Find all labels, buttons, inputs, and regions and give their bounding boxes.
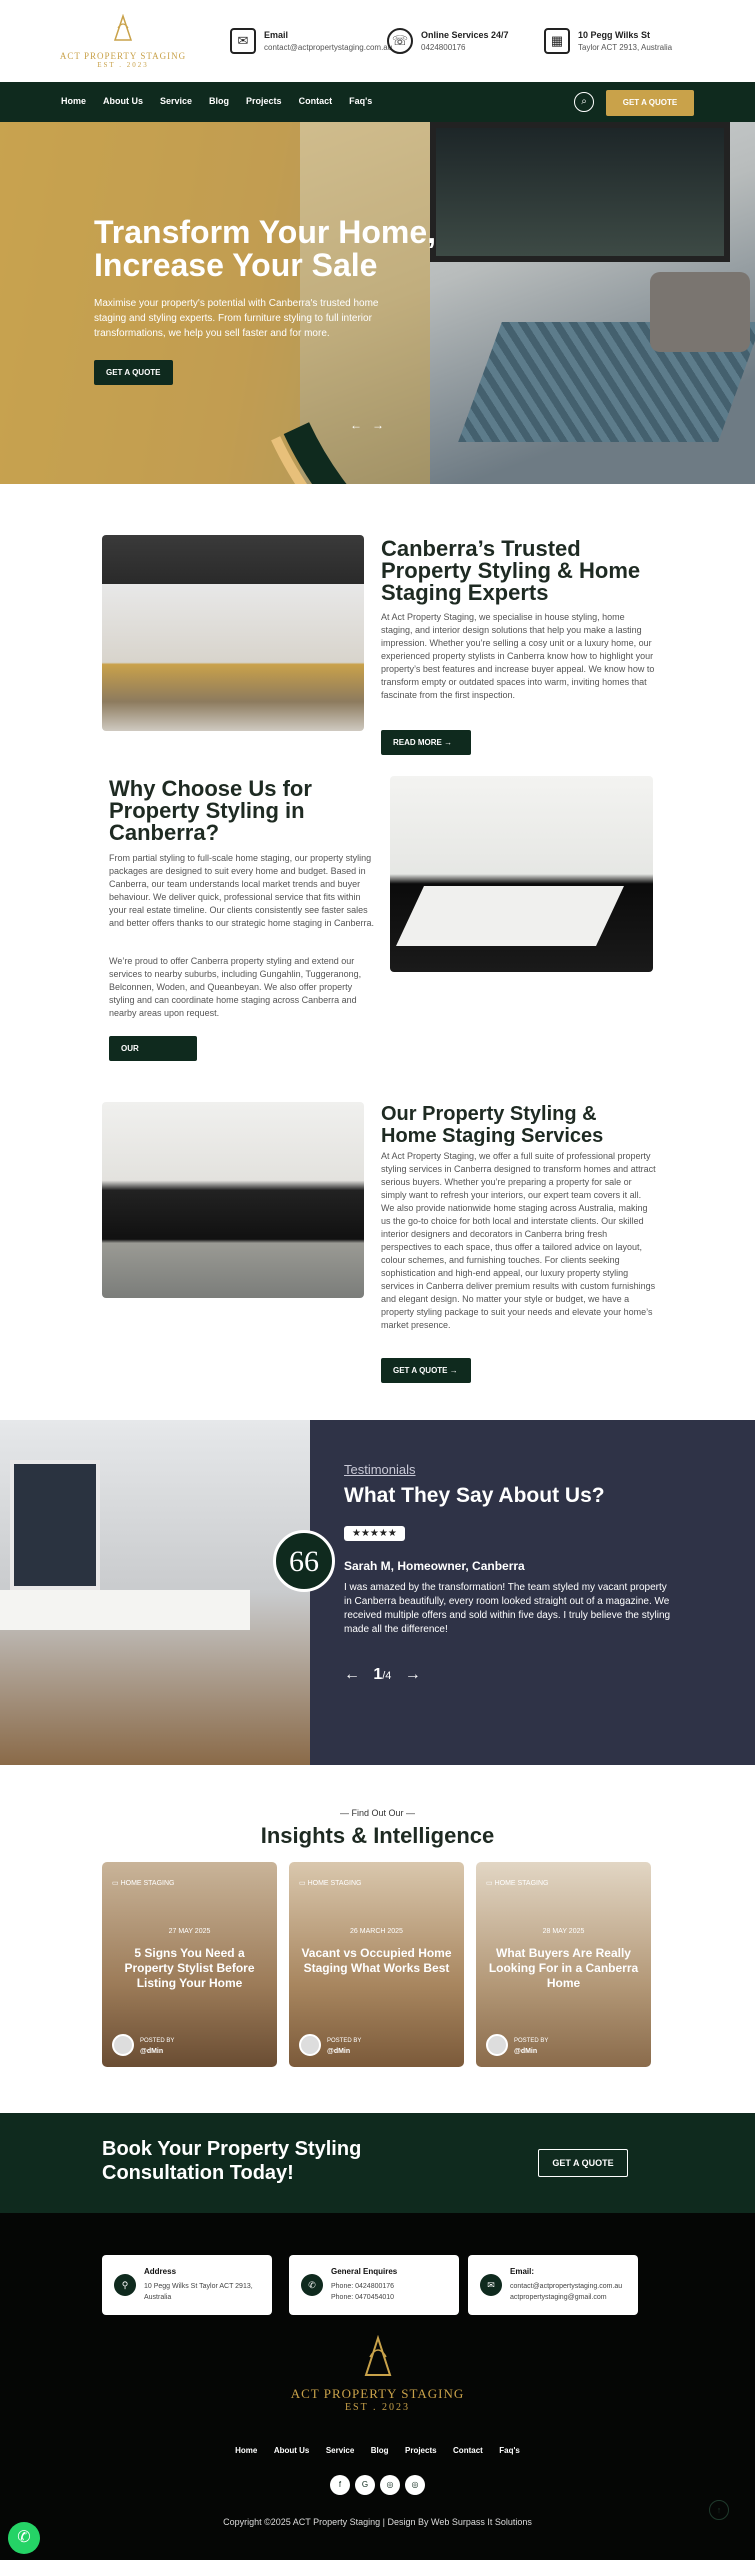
nav-blog[interactable]: Blog — [209, 96, 230, 106]
header-email[interactable] — [230, 28, 392, 54]
footer-address-card — [102, 2255, 272, 2315]
hero-quote-button[interactable]: GET A QUOTE — [94, 360, 173, 385]
site-logo[interactable] — [58, 14, 188, 69]
prev-arrow-icon[interactable]: ← — [350, 418, 362, 432]
why-title: Why Choose Us for Property Styling in Canberra? — [109, 776, 312, 845]
main-nav — [0, 82, 755, 122]
kitchen-cabinet — [10, 1460, 100, 1590]
read-more-button[interactable] — [381, 730, 471, 755]
footer-nav-service[interactable]: Service — [325, 2446, 355, 2455]
blog-kicker: — Find Out Our — — [339, 1808, 416, 1818]
phone-label: Online Services 24/7 — [421, 30, 509, 40]
logo-emblem-icon — [110, 14, 136, 44]
hero-title: Transform Your Home, Increase Your Sale — [94, 214, 436, 283]
testimonials-panel — [310, 1420, 755, 1765]
blog-card-title[interactable]: 5 Signs You Need a Property Stylist Before Listing Your Home — [124, 1946, 255, 1990]
nav-contact[interactable]: Contact — [298, 96, 333, 106]
email-label: Email — [264, 30, 289, 40]
instagram-icon[interactable]: ◎ — [380, 2475, 400, 2495]
arrow-right-icon: → — [449, 1366, 458, 1375]
footer-nav-contact[interactable]: Contact — [453, 2446, 483, 2455]
footer-address-value: 10 Pegg Wilks St Taylor ACT 2913, Australia — [144, 2283, 253, 2301]
about-title: Canberra’s Trusted Property Styling & Home Staging Experts — [381, 536, 641, 605]
footer-enquiry-label: General Enquires — [331, 2267, 398, 2276]
testimonial-author: Sarah M, Homeowner, Canberra — [344, 1559, 525, 1573]
blog-kicker-text: Find Out Our — [351, 1808, 404, 1818]
footer-logo-est: EST . 2023 — [344, 2402, 411, 2413]
author-name: @dMin — [514, 2048, 538, 2055]
pinterest-icon[interactable]: ◎ — [405, 2475, 425, 2495]
footer-logo[interactable] — [0, 2335, 755, 2413]
nav-projects[interactable]: Projects — [246, 96, 282, 106]
testimonials-section — [0, 1420, 755, 1765]
prev-arrow-icon[interactable]: ← — [344, 1666, 360, 1683]
scroll-top-icon[interactable]: ↑ — [709, 2500, 729, 2520]
arrow-right-icon: → — [444, 738, 453, 747]
footer-nav-faqs[interactable]: Faq's — [499, 2446, 520, 2455]
social-links — [330, 2475, 425, 2495]
nav-home[interactable]: Home — [61, 96, 87, 106]
footer-phone-2[interactable]: Phone: 0470454010 — [331, 2294, 395, 2301]
envelope-icon: ✉ — [230, 28, 256, 54]
next-arrow-icon[interactable]: → — [404, 1666, 421, 1683]
footer-nav — [0, 2440, 755, 2458]
pager-current: 1 — [373, 1666, 383, 1683]
author-name: @dMin — [140, 2048, 164, 2055]
blog-date: 26 MARCH 2025 — [350, 1928, 403, 1935]
testimonials-title: What They Say About Us? — [344, 1484, 605, 1507]
blog-title: Insights & Intelligence — [260, 1823, 495, 1848]
blog-card-title[interactable]: Vacant vs Occupied Home Staging What Works Best — [301, 1946, 452, 1975]
cta-banner — [0, 2113, 755, 2213]
arrow-right-icon: → — [169, 1069, 178, 1078]
search-icon[interactable]: ⌕ — [574, 92, 594, 112]
footer-nav-projects[interactable]: Projects — [405, 2446, 437, 2455]
footer-email-card — [468, 2255, 638, 2315]
header-address — [544, 28, 672, 54]
next-arrow-icon[interactable]: → — [372, 418, 385, 432]
footer-enquiry-card — [289, 2255, 459, 2315]
about-text: At Act Property Staging, we specialise in house styling, home staging, and interior design solutions that help you make a lasting impression. Whether you’re selling a cosy unit or a luxury home, our experienced property stylists in Canberra know how to highlight your property’s best features and increase buyer appeal. We know how to transform empty or outdated spaces into warm, inviting homes that fascinate from the first inspection. — [381, 612, 655, 700]
cta-title: Book Your Property Styling Consultation Today! — [102, 2138, 362, 2184]
blog-tag-text: HOME STAGING — [307, 1880, 362, 1887]
blog-card[interactable] — [476, 1862, 651, 2067]
building-icon: ▦ — [544, 28, 570, 54]
pager-total: /4 — [382, 1670, 392, 1682]
blog-date: 27 MAY 2025 — [168, 1928, 211, 1935]
blog-tag: ▭ HOME STAGING — [486, 1880, 549, 1887]
footer-nav-about[interactable]: About Us — [273, 2446, 310, 2455]
nav-service[interactable]: Service — [160, 96, 193, 106]
testimonials-kitchen-image — [0, 1420, 310, 1765]
google-icon[interactable]: G — [355, 2475, 375, 2495]
blog-card[interactable] — [289, 1862, 464, 2067]
facebook-icon[interactable]: f — [330, 2475, 350, 2495]
hero-slider-arrows — [350, 418, 384, 432]
address-value: Taylor ACT 2913, Australia — [578, 43, 673, 52]
quote-icon: 66 — [273, 1530, 335, 1592]
services-text: At Act Property Staging, we offer a full suite of professional property styling services in Canberra designed to transform homes and attract serious buyers. Whether you’re preparing a property for sale or simply want to refresh your interiors, our expert team covers it all. We also provide nationwide home staging across Australia, making us the go-to choice for both local and interstate clients. Our skilled interior designers and decorators in Canberra bring fresh perspectives to each space, thus offer a tailored advice on layout, colour schemes, and furnishing touches. For clients seeking sophistication and high-end appeal, our luxury property styling services in Canberra deliver premium results with custom furnishings and elegant design. No matter your style or budget, we have a property styling package to suit your needs and elevate your home’s market presence. — [381, 1151, 656, 1330]
nav-quote-button[interactable]: GET A QUOTE — [606, 90, 694, 116]
header-phone[interactable] — [387, 28, 509, 54]
location-pin-icon: ⚲ — [114, 2274, 136, 2296]
author-name: @dMin — [327, 2048, 351, 2055]
footer-email-2[interactable]: actpropertystaging@gmail.com — [510, 2294, 607, 2301]
footer-nav-home[interactable]: Home — [235, 2446, 258, 2455]
why-text-2: We’re proud to offer Canberra property styling and extend our services to nearby suburbs, including Gungahlin, Tuggeranong, Belconnen, Woden, and Queanbeyan. We also offer property styling and can coordinate home staging across Canberra and nearby areas upon request. — [109, 956, 362, 1018]
services-image — [102, 1102, 364, 1298]
footer-email-label: Email: — [510, 2267, 535, 2276]
envelope-icon: ✉ — [480, 2274, 502, 2296]
footer-phone-1[interactable]: Phone: 0424800176 — [331, 2283, 395, 2290]
phone-icon: ✆ — [301, 2274, 323, 2296]
copyright: Copyright ©2025 ACT Property Staging | Design By Web Surpass It Solutions — [223, 2517, 532, 2527]
avatar — [112, 2034, 134, 2056]
blog-date: 28 MAY 2025 — [542, 1928, 585, 1935]
phone-24-icon: ☏ — [387, 28, 413, 54]
footer-email-1[interactable]: contact@actpropertystaging.com.au — [510, 2283, 623, 2290]
about-image — [102, 535, 364, 731]
testimonials-kicker: Testimonials — [344, 1462, 416, 1477]
services-quote-label: GET A QUOTE — [393, 1366, 448, 1375]
posted-by-label: POSTED BY — [514, 2038, 549, 2044]
logo-name: ACT PROPERTY STAGING — [59, 51, 187, 61]
email-value[interactable]: contact@actpropertystaging.com.au — [264, 43, 393, 52]
logo-est: EST . 2023 — [97, 61, 149, 69]
services-title: Our Property Styling & Home Staging Services — [381, 1103, 604, 1147]
services-quote-button[interactable] — [381, 1358, 471, 1383]
portfolio-label: OUR PORTFOLIO — [121, 1044, 168, 1078]
testimonial-quote: I was amazed by the transformation! The team styled my vacant property in Canberra beautifully, every room looked straight out of a magazine. We received multiple offers and sold within five days. I truly believe the styling made all the difference! — [344, 1582, 671, 1635]
footer-logo-name: ACT PROPERTY STAGING — [290, 2386, 465, 2401]
cta-quote-button[interactable]: GET A QUOTE — [538, 2149, 628, 2177]
portfolio-button[interactable] — [109, 1036, 197, 1078]
blog-tag: ▭ HOME STAGING — [112, 1880, 175, 1887]
kitchen-bench — [0, 1590, 250, 1630]
footer-address-label: Address — [144, 2267, 177, 2276]
posted-by-label: POSTED BY — [140, 2038, 175, 2044]
blog-tag-text: HOME STAGING — [494, 1880, 549, 1887]
footer-email-values — [510, 2281, 622, 2303]
hero-text: Maximise your property's potential with Canberra's trusted home staging and styling experts. From furniture styling to full interior transformations, we help you sell faster and for more. — [94, 298, 379, 339]
blog-tag-text: HOME STAGING — [120, 1880, 175, 1887]
testimonial-pager — [344, 1666, 421, 1684]
nav-faqs[interactable]: Faq's — [349, 96, 373, 106]
rating-stars: ★★★★★ — [344, 1526, 405, 1541]
whatsapp-icon[interactable]: ✆ — [8, 2522, 40, 2554]
blog-card-title[interactable]: What Buyers Are Really Looking For in a Canberra Home — [488, 1946, 639, 1990]
avatar — [299, 2034, 321, 2056]
address-label: 10 Pegg Wilks St — [578, 30, 650, 40]
why-image-table — [396, 886, 624, 946]
posted-by-label: POSTED BY — [327, 2038, 362, 2044]
hero-section — [0, 122, 755, 484]
top-bar — [0, 0, 755, 82]
avatar — [486, 2034, 508, 2056]
footer-nav-blog[interactable]: Blog — [370, 2446, 389, 2455]
phone-value[interactable]: 0424800176 — [421, 43, 466, 52]
blog-card[interactable] — [102, 1862, 277, 2067]
footer-enquiry-values — [331, 2281, 394, 2303]
nav-about[interactable]: About Us — [103, 96, 144, 106]
why-text-1: From partial styling to full-scale home staging, our property styling packages are designed to suit every home and budget. Based in Canberra, our team understands local market trends and buyer behaviour. We deliver quick, professional service that fits within your real estate timeline. Our clients consistently see faster sales and better offers thanks to our strategic home staging in Canberra. — [109, 853, 374, 928]
logo-emblem-icon — [358, 2335, 398, 2381]
why-image — [390, 776, 653, 972]
blog-tag: ▭ HOME STAGING — [299, 1880, 362, 1887]
read-more-label: READ MORE — [393, 738, 442, 747]
